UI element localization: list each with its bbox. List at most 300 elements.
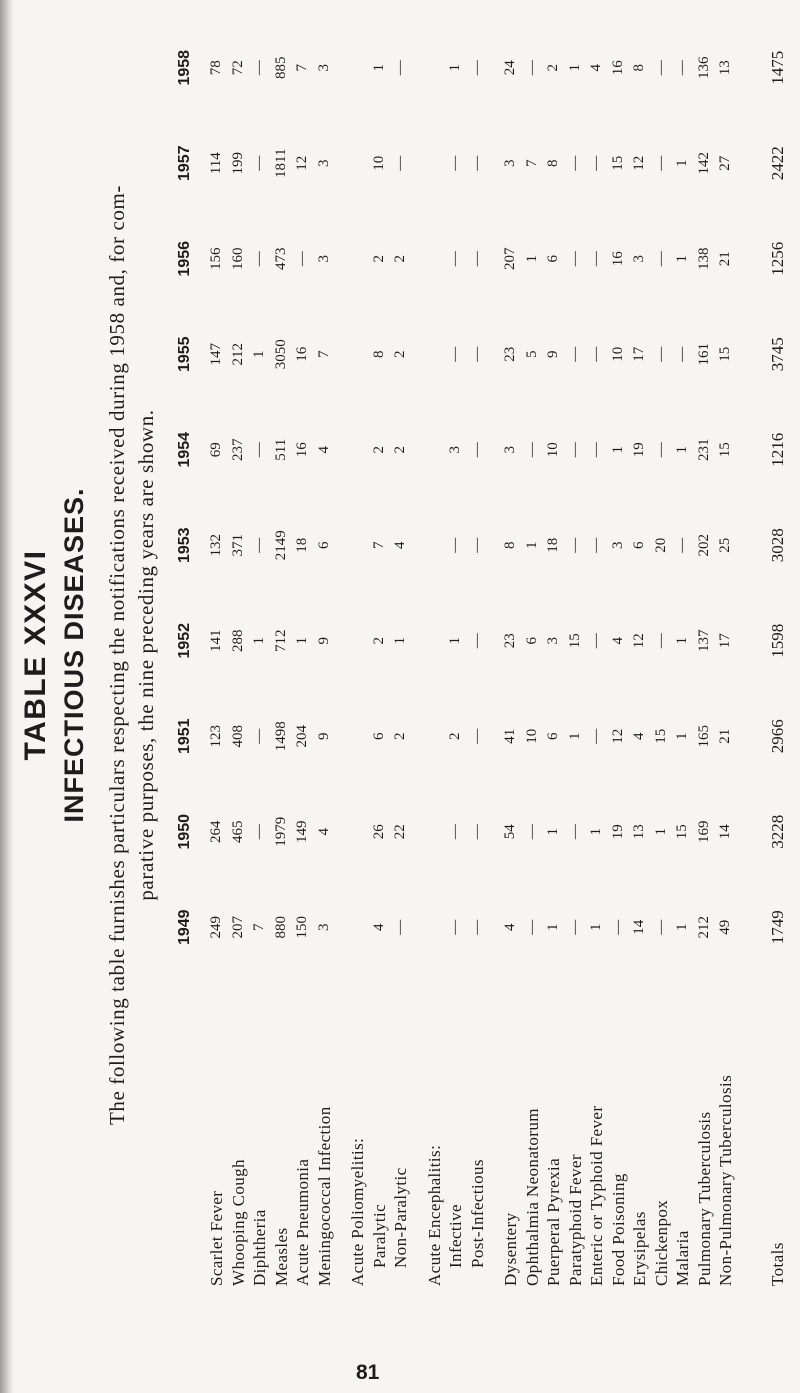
cell-value: 41 bbox=[502, 728, 518, 744]
cell-value: 21 bbox=[717, 728, 733, 744]
cell-value: — bbox=[294, 251, 310, 267]
cell-value: 2 bbox=[370, 446, 387, 454]
cell-value: — bbox=[652, 251, 669, 267]
disease-label bbox=[314, 975, 336, 1290]
cell-value: 6 bbox=[631, 541, 647, 549]
cell-value: — bbox=[468, 251, 485, 267]
cell-value: 17 bbox=[631, 346, 647, 362]
cell-value: — bbox=[447, 251, 463, 267]
table-row bbox=[271, 20, 293, 1290]
total-value: 2422 bbox=[767, 146, 787, 181]
disease-label bbox=[672, 975, 694, 1290]
cell-value: 3 bbox=[447, 446, 463, 454]
cell-value: 1 bbox=[674, 732, 690, 740]
cell-value: 142 bbox=[695, 152, 712, 175]
header-year: 1953 bbox=[176, 527, 193, 564]
cell-value: — bbox=[447, 346, 463, 362]
cell-value: 712 bbox=[272, 629, 289, 652]
cell-value: — bbox=[652, 633, 669, 649]
header-disease bbox=[168, 975, 206, 1290]
cell-value: 3 bbox=[631, 255, 647, 263]
cell-value: 249 bbox=[208, 916, 224, 939]
cell-value: 1 bbox=[294, 637, 310, 645]
cell-value: 8 bbox=[631, 64, 647, 72]
disease-name: Acute Poliomyelitis: bbox=[348, 1137, 367, 1286]
cell-value: 10 bbox=[523, 728, 540, 744]
table-title: TABLE XXXVI bbox=[19, 549, 52, 761]
disease-label bbox=[271, 975, 293, 1290]
cell-value: 7 bbox=[251, 923, 267, 931]
cell-value: 12 bbox=[609, 728, 626, 744]
disease-name: Ophthalmia Neonatorum bbox=[522, 1108, 542, 1286]
cell-value: — bbox=[566, 346, 583, 362]
intro-line-1: The following table furnishes particulars respecting the notifications received during 1958 and, for com- bbox=[105, 184, 129, 1126]
disease-name: Chickenpox bbox=[651, 1199, 671, 1286]
cell-value: 147 bbox=[208, 343, 224, 366]
cell-value bbox=[335, 402, 369, 498]
cell-value: 1 bbox=[674, 923, 690, 931]
table-row bbox=[314, 20, 336, 1290]
cell-value: 10 bbox=[370, 155, 387, 171]
cell-value bbox=[412, 689, 446, 785]
cell-value: — bbox=[652, 346, 669, 362]
disease-name: Measles bbox=[271, 1227, 291, 1286]
disease-label bbox=[228, 975, 250, 1290]
disease-label bbox=[206, 975, 228, 1290]
cell-value: 2 bbox=[370, 637, 387, 645]
header-year: 1956 bbox=[176, 240, 193, 277]
cell-value: 4 bbox=[588, 64, 604, 72]
header-year: 1958 bbox=[176, 49, 193, 86]
table-row bbox=[694, 20, 716, 1290]
cell-value: 885 bbox=[272, 56, 289, 79]
cell-value: 1 bbox=[674, 255, 690, 263]
total-value: 1216 bbox=[767, 432, 787, 467]
disease-name: Non-Pulmonary Tuberculosis bbox=[716, 1074, 735, 1286]
cell-value: 6 bbox=[545, 732, 561, 740]
disease-label bbox=[629, 975, 651, 1290]
cell-value: 165 bbox=[695, 725, 712, 748]
cell-value: 27 bbox=[717, 155, 733, 171]
cell-value: 1498 bbox=[272, 721, 289, 752]
cell-value: 1 bbox=[674, 159, 690, 167]
total-value: 1475 bbox=[767, 50, 787, 85]
cell-value: — bbox=[468, 60, 485, 76]
table-row bbox=[369, 20, 391, 1290]
cell-value: — bbox=[468, 633, 485, 649]
intro-line-2: parative purposes, the nine preceding years are shown. bbox=[134, 409, 158, 901]
cell-value: — bbox=[523, 919, 540, 935]
cell-value: 16 bbox=[609, 60, 626, 76]
cell-value: 16 bbox=[294, 442, 310, 458]
cell-value bbox=[412, 784, 446, 880]
cell-value: 15 bbox=[566, 633, 583, 649]
cell-value: 10 bbox=[545, 442, 561, 458]
cell-value: 1979 bbox=[272, 816, 289, 847]
cell-value: 13 bbox=[631, 824, 647, 840]
disease-label bbox=[586, 975, 608, 1290]
disease-name: Enteric or Typhoid Fever bbox=[587, 1105, 606, 1286]
cell-value: 1811 bbox=[272, 148, 289, 178]
cell-value: — bbox=[652, 919, 669, 935]
cell-value: — bbox=[447, 919, 463, 935]
disease-label bbox=[369, 975, 391, 1290]
cell-value: — bbox=[588, 537, 604, 553]
table-row bbox=[390, 20, 412, 1290]
cell-value: 22 bbox=[392, 824, 408, 840]
cell-value: 3 bbox=[502, 159, 518, 167]
table-row bbox=[488, 20, 522, 1290]
cell-value: — bbox=[566, 251, 583, 267]
table-row bbox=[565, 20, 587, 1290]
disease-name: Pulmonary Tuberculosis bbox=[694, 1111, 714, 1286]
cell-value: — bbox=[523, 442, 540, 458]
table-row bbox=[249, 20, 271, 1290]
cell-value: — bbox=[251, 251, 267, 267]
disease-label bbox=[488, 975, 522, 1290]
cell-value: 7 bbox=[523, 159, 540, 167]
disease-label bbox=[651, 975, 673, 1290]
cell-value: 1 bbox=[545, 828, 561, 836]
cell-value: 15 bbox=[652, 728, 669, 744]
cell-value: — bbox=[566, 155, 583, 171]
cell-value: 4 bbox=[370, 923, 387, 931]
cell-value: 19 bbox=[609, 824, 626, 840]
cell-value: 4 bbox=[631, 732, 647, 740]
cell-value bbox=[335, 880, 369, 976]
cell-value: 3 bbox=[315, 64, 332, 72]
cell-value: 1 bbox=[251, 637, 267, 645]
disease-label bbox=[390, 975, 412, 1290]
cell-value: — bbox=[468, 346, 485, 362]
cell-value: 7 bbox=[294, 64, 310, 72]
cell-value: 123 bbox=[208, 725, 224, 748]
disease-label bbox=[445, 975, 467, 1290]
cell-value: 1 bbox=[447, 637, 463, 645]
cell-value: — bbox=[588, 633, 604, 649]
cell-value: 202 bbox=[695, 534, 712, 557]
cell-value: 288 bbox=[229, 629, 246, 652]
cell-value: 25 bbox=[717, 537, 733, 553]
cell-value: 2 bbox=[545, 64, 561, 72]
cell-value: 1 bbox=[588, 923, 604, 931]
cell-value: 3 bbox=[315, 255, 332, 263]
table-row bbox=[586, 20, 608, 1290]
cell-value: — bbox=[609, 919, 626, 935]
cell-value: — bbox=[468, 728, 485, 744]
cell-value: — bbox=[588, 346, 604, 362]
cell-value: 1 bbox=[251, 350, 267, 358]
cell-value: — bbox=[566, 537, 583, 553]
header-year: 1955 bbox=[176, 336, 193, 373]
cell-value: — bbox=[251, 728, 267, 744]
header-year: 1950 bbox=[176, 813, 193, 850]
cell-value: 54 bbox=[502, 824, 518, 840]
cell-value bbox=[335, 20, 369, 116]
cell-value: 1 bbox=[609, 446, 626, 454]
disease-name: Non-Paralytic bbox=[391, 1167, 410, 1268]
disease-label bbox=[467, 975, 489, 1290]
table-row bbox=[715, 20, 737, 1290]
cell-value: — bbox=[523, 60, 540, 76]
cell-value: 880 bbox=[272, 916, 289, 939]
cell-value: 18 bbox=[294, 537, 310, 553]
disease-label bbox=[292, 975, 314, 1290]
total-value: 1256 bbox=[767, 241, 787, 276]
cell-value: 371 bbox=[229, 534, 246, 557]
table-row bbox=[672, 20, 694, 1290]
cell-value bbox=[412, 498, 446, 594]
cell-value: — bbox=[566, 824, 583, 840]
table-row bbox=[629, 20, 651, 1290]
cell-value: 199 bbox=[229, 152, 246, 175]
cell-value: 3 bbox=[315, 159, 332, 167]
table-row bbox=[651, 20, 673, 1290]
header-year: 1949 bbox=[176, 909, 193, 946]
cell-value: — bbox=[251, 824, 267, 840]
disease-name: Food Poisoning bbox=[608, 1173, 628, 1286]
cell-value: — bbox=[588, 728, 604, 744]
cell-value bbox=[412, 307, 446, 403]
cell-value: 132 bbox=[208, 534, 224, 557]
cell-value: 169 bbox=[695, 820, 712, 843]
cell-value: 2149 bbox=[272, 530, 289, 561]
cell-value: — bbox=[652, 155, 669, 171]
cell-value: 18 bbox=[545, 537, 561, 553]
disease-name: Whooping Cough bbox=[228, 1159, 248, 1286]
cell-value: 161 bbox=[695, 343, 712, 366]
table-row bbox=[608, 20, 630, 1290]
disease-name: Acute Encephalitis: bbox=[424, 1144, 444, 1286]
cell-value: 9 bbox=[315, 732, 332, 740]
cell-value: — bbox=[468, 824, 485, 840]
cell-value bbox=[412, 20, 446, 116]
disease-name: Meningococcal Infection bbox=[314, 1106, 334, 1286]
cell-value: — bbox=[447, 155, 463, 171]
cell-value: 136 bbox=[695, 56, 712, 79]
cell-value: 3 bbox=[502, 446, 518, 454]
cell-value: 2 bbox=[392, 350, 408, 358]
disease-label bbox=[608, 975, 630, 1290]
cell-value: — bbox=[251, 60, 267, 76]
cell-value: 473 bbox=[272, 247, 289, 270]
cell-value: 13 bbox=[717, 60, 733, 76]
cell-value: 264 bbox=[208, 820, 224, 843]
cell-value: — bbox=[523, 824, 540, 840]
cell-value: 23 bbox=[502, 633, 518, 649]
disease-label bbox=[565, 975, 587, 1290]
cell-value: 20 bbox=[652, 537, 669, 553]
cell-value bbox=[412, 211, 446, 307]
cell-value: — bbox=[468, 919, 485, 935]
cell-value: 1 bbox=[674, 637, 690, 645]
totals-label: Totals bbox=[767, 1242, 787, 1286]
cell-value: — bbox=[566, 442, 583, 458]
disease-name: Paratyphoid Fever bbox=[565, 1154, 585, 1286]
cell-value: 15 bbox=[609, 155, 626, 171]
table-row bbox=[292, 20, 314, 1290]
table-row bbox=[522, 20, 544, 1290]
header-year: 1954 bbox=[176, 431, 193, 468]
cell-value: 24 bbox=[502, 60, 518, 76]
cell-value: 12 bbox=[631, 155, 647, 171]
cell-value bbox=[412, 880, 446, 976]
cell-value: 4 bbox=[315, 828, 332, 836]
disease-name: Diphtheria bbox=[250, 1209, 269, 1286]
cell-value: 8 bbox=[370, 350, 387, 358]
cell-value: 2 bbox=[392, 732, 408, 740]
intro-text bbox=[103, 20, 161, 1290]
cell-value bbox=[335, 689, 369, 785]
cell-value: — bbox=[251, 442, 267, 458]
disease-label bbox=[543, 975, 565, 1290]
disease-label bbox=[694, 975, 716, 1290]
table-row bbox=[467, 20, 489, 1290]
cell-value: 4 bbox=[315, 446, 332, 454]
disease-name: Erysipelas bbox=[630, 1211, 649, 1286]
disease-name: Scarlet Fever bbox=[207, 1190, 226, 1286]
cell-value: 149 bbox=[294, 820, 310, 843]
cell-value: 3 bbox=[545, 637, 561, 645]
cell-value: 1 bbox=[566, 64, 583, 72]
cell-value: 3050 bbox=[272, 339, 289, 370]
disease-name: Infective bbox=[446, 1203, 465, 1268]
table-row bbox=[412, 20, 446, 1290]
cell-value: 21 bbox=[717, 251, 733, 267]
disease-label bbox=[412, 975, 446, 1290]
cell-value: 26 bbox=[370, 824, 387, 840]
header-year: 1951 bbox=[176, 718, 193, 755]
cell-value: 1 bbox=[447, 64, 463, 72]
cell-value: 4 bbox=[502, 923, 518, 931]
cell-value: 8 bbox=[502, 541, 518, 549]
cell-value bbox=[412, 593, 446, 689]
table-subtitle: INFECTIOUS DISEASES. bbox=[59, 487, 89, 823]
page-number: 81 bbox=[356, 1361, 380, 1384]
cell-value: — bbox=[251, 155, 267, 171]
cell-value: — bbox=[251, 537, 267, 553]
cell-value: 1 bbox=[523, 541, 540, 549]
cell-value: 6 bbox=[523, 637, 540, 645]
cell-value: 511 bbox=[272, 438, 289, 461]
cell-value: 160 bbox=[229, 247, 246, 270]
cell-value: 204 bbox=[294, 725, 310, 748]
cell-value: 15 bbox=[674, 824, 690, 840]
table-row bbox=[445, 20, 467, 1290]
cell-value: 49 bbox=[717, 919, 733, 935]
cell-value: 207 bbox=[229, 916, 246, 939]
total-value: 3745 bbox=[767, 337, 787, 372]
cell-value: 72 bbox=[229, 60, 246, 76]
cell-value: — bbox=[674, 537, 690, 553]
notifications-table-wrapper bbox=[168, 20, 787, 1290]
cell-value: 150 bbox=[294, 916, 310, 939]
total-value: 1598 bbox=[767, 623, 787, 658]
cell-value: 5 bbox=[523, 350, 540, 358]
total-value: 3228 bbox=[767, 814, 787, 849]
cell-value: — bbox=[468, 442, 485, 458]
disease-label bbox=[249, 975, 271, 1290]
cell-value: 114 bbox=[208, 152, 224, 175]
table-row bbox=[543, 20, 565, 1290]
cell-value: — bbox=[392, 60, 408, 76]
cell-value: 69 bbox=[208, 442, 224, 458]
cell-value: — bbox=[447, 537, 463, 553]
header-year: 1957 bbox=[176, 145, 193, 182]
cell-value: 237 bbox=[229, 438, 246, 461]
cell-value: 14 bbox=[717, 824, 733, 840]
cell-value: — bbox=[652, 60, 669, 76]
cell-value: 231 bbox=[695, 438, 712, 461]
cell-value: 141 bbox=[208, 629, 224, 652]
cell-value: — bbox=[674, 60, 690, 76]
cell-value: 3 bbox=[609, 541, 626, 549]
cell-value bbox=[335, 593, 369, 689]
cell-value: — bbox=[652, 442, 669, 458]
totals-row bbox=[737, 20, 789, 1290]
cell-value: 1 bbox=[523, 255, 540, 263]
disease-name: Paralytic bbox=[369, 1203, 389, 1268]
cell-value bbox=[335, 307, 369, 403]
cell-value: 2 bbox=[392, 446, 408, 454]
cell-value: 212 bbox=[229, 343, 246, 366]
cell-value: 212 bbox=[695, 916, 712, 939]
cell-value: 15 bbox=[717, 442, 733, 458]
cell-value: 12 bbox=[294, 155, 310, 171]
cell-value: — bbox=[392, 919, 408, 935]
cell-value: 1 bbox=[545, 923, 561, 931]
cell-value: 9 bbox=[315, 637, 332, 645]
cell-value: 137 bbox=[695, 629, 712, 652]
cell-value: 12 bbox=[631, 633, 647, 649]
cell-value: 6 bbox=[370, 732, 387, 740]
cell-value bbox=[412, 402, 446, 498]
cell-value: 8 bbox=[545, 159, 561, 167]
cell-value: 14 bbox=[631, 919, 647, 935]
cell-value: 2 bbox=[370, 255, 387, 263]
cell-value: — bbox=[588, 251, 604, 267]
cell-value: 6 bbox=[315, 541, 332, 549]
cell-value: — bbox=[566, 919, 583, 935]
cell-value: 4 bbox=[609, 637, 626, 645]
cell-value: — bbox=[392, 155, 408, 171]
cell-value bbox=[335, 211, 369, 307]
cell-value: 78 bbox=[208, 60, 224, 76]
cell-value: — bbox=[468, 155, 485, 171]
cell-value: 1 bbox=[370, 64, 387, 72]
table-row bbox=[206, 20, 228, 1290]
disease-label bbox=[335, 975, 369, 1290]
disease-name: Acute Pneumonia bbox=[293, 1158, 312, 1286]
notifications-table bbox=[168, 20, 788, 1290]
disease-name: Dysentery bbox=[501, 1212, 520, 1286]
cell-value: 1 bbox=[566, 732, 583, 740]
cell-value: 207 bbox=[502, 247, 518, 270]
cell-value: 19 bbox=[631, 442, 647, 458]
total-value: 1749 bbox=[767, 910, 787, 945]
cell-value: 1 bbox=[588, 828, 604, 836]
cell-value: 7 bbox=[315, 350, 332, 358]
header-year: 1952 bbox=[176, 622, 193, 659]
cell-value bbox=[412, 116, 446, 212]
disease-name: Post-Infectious bbox=[467, 1159, 487, 1268]
cell-value bbox=[335, 498, 369, 594]
cell-value: 156 bbox=[208, 247, 224, 270]
cell-value: 15 bbox=[717, 346, 733, 362]
page-edge-shadow bbox=[0, 0, 14, 1393]
cell-value: 1 bbox=[392, 637, 408, 645]
rotated-page-content bbox=[15, 20, 785, 1290]
